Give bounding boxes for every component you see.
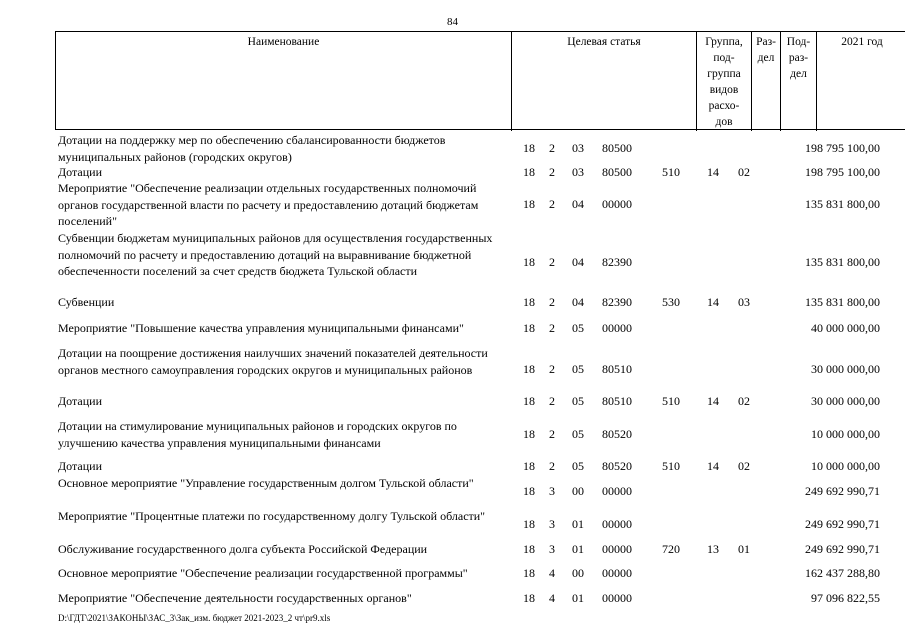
amount-2021: 10 000 000,00 <box>811 427 880 441</box>
target-code-direction: 00000 <box>602 484 632 498</box>
row-name: Субвенции бюджетам муниципальных районов для осуществления государственных полномочий по расчету и предоставлению дотаций на выравнивание бюджетной обеспеченности поселений за счет средств бюджета Тульской области <box>58 231 493 278</box>
target-code-subprogram: 2 <box>549 362 555 376</box>
amount-2021: 30 000 000,00 <box>811 394 880 408</box>
expense-group: 510 <box>662 459 680 473</box>
expense-group: 510 <box>662 394 680 408</box>
page-number: 84 <box>447 16 458 28</box>
target-code-program: 18 <box>523 459 535 473</box>
subsection-code: 01 <box>738 542 750 556</box>
subsection-code: 02 <box>738 459 750 473</box>
target-code-event: 01 <box>572 591 584 605</box>
target-code-subprogram: 3 <box>549 517 555 531</box>
amount-2021: 40 000 000,00 <box>811 321 880 335</box>
target-code-program: 18 <box>523 591 535 605</box>
amount-2021: 135 831 800,00 <box>805 197 880 211</box>
file-path-footer: D:\ГДТ\2021\ЗАКОНЫ\ЗАС_3\Зак_изм. бюджет 2021-2023_2 чт\pr9.xls <box>58 613 331 623</box>
row-name: Дотации на стимулирование муниципальных районов и городских округов по улучшению качества управления муниципальными финансами <box>58 419 457 450</box>
amount-2021: 249 692 990,71 <box>805 484 880 498</box>
target-code-direction: 00000 <box>602 542 632 556</box>
target-code-program: 18 <box>523 427 535 441</box>
section-code: 13 <box>707 542 719 556</box>
amount-2021: 97 096 822,55 <box>811 591 880 605</box>
amount-2021: 135 831 800,00 <box>805 295 880 309</box>
header-subsection: Под-раз-дел <box>781 32 817 131</box>
target-code-direction: 00000 <box>602 197 632 211</box>
target-code-program: 18 <box>523 321 535 335</box>
target-code-event: 05 <box>572 427 584 441</box>
target-code-direction: 00000 <box>602 591 632 605</box>
target-code-program: 18 <box>523 197 535 211</box>
target-code-program: 18 <box>523 141 535 155</box>
row-name: Основное мероприятие "Обеспечение реализации государственной программы" <box>58 566 468 580</box>
target-code-program: 18 <box>523 542 535 556</box>
target-code-subprogram: 2 <box>549 427 555 441</box>
row-name: Мероприятие "Процентные платежи по государственному долгу Тульской области" <box>58 509 486 523</box>
target-code-subprogram: 3 <box>549 484 555 498</box>
section-code: 14 <box>707 459 719 473</box>
target-code-program: 18 <box>523 165 535 179</box>
header-year: 2021 год <box>841 36 883 48</box>
target-code-program: 18 <box>523 295 535 309</box>
amount-2021: 162 437 288,80 <box>805 566 880 580</box>
target-code-subprogram: 3 <box>549 542 555 556</box>
amount-2021: 135 831 800,00 <box>805 255 880 269</box>
target-code-event: 03 <box>572 165 584 179</box>
row-name: Мероприятие "Повышение качества управления муниципальными финансами" <box>58 321 464 335</box>
target-code-event: 04 <box>572 295 584 309</box>
row-name: Основное мероприятие "Управление государственным долгом Тульской области" <box>58 476 474 490</box>
target-code-subprogram: 2 <box>549 321 555 335</box>
header-section: Раз-дел <box>752 32 781 131</box>
target-code-direction: 80520 <box>602 459 632 473</box>
section-code: 14 <box>707 295 719 309</box>
expense-group: 530 <box>662 295 680 309</box>
target-code-program: 18 <box>523 394 535 408</box>
target-code-subprogram: 2 <box>549 141 555 155</box>
row-name: Дотации <box>58 459 103 473</box>
amount-2021: 30 000 000,00 <box>811 362 880 376</box>
target-code-direction: 00000 <box>602 321 632 335</box>
target-code-event: 05 <box>572 459 584 473</box>
subsection-code: 02 <box>738 394 750 408</box>
target-code-subprogram: 2 <box>549 255 555 269</box>
target-code-subprogram: 2 <box>549 394 555 408</box>
target-code-event: 00 <box>572 484 584 498</box>
target-code-event: 03 <box>572 141 584 155</box>
target-code-program: 18 <box>523 517 535 531</box>
header-name: Наименование <box>56 32 512 131</box>
target-code-event: 05 <box>572 394 584 408</box>
target-code-subprogram: 2 <box>549 459 555 473</box>
row-name: Обслуживание государственного долга субъекта Российской Федерации <box>58 542 428 556</box>
target-code-direction: 00000 <box>602 566 632 580</box>
target-code-direction: 80510 <box>602 362 632 376</box>
target-code-direction: 82390 <box>602 255 632 269</box>
target-code-direction: 80520 <box>602 427 632 441</box>
row-name: Мероприятие "Обеспечение деятельности государственных органов" <box>58 591 412 605</box>
header-group: Группа, под-группа видов расхо-дов <box>697 32 752 131</box>
subsection-code: 03 <box>738 295 750 309</box>
target-code-subprogram: 4 <box>549 566 555 580</box>
target-code-event: 00 <box>572 566 584 580</box>
target-code-direction: 00000 <box>602 517 632 531</box>
target-code-subprogram: 4 <box>549 591 555 605</box>
expense-group: 720 <box>662 542 680 556</box>
target-code-event: 01 <box>572 542 584 556</box>
target-code-event: 04 <box>572 197 584 211</box>
row-name: Дотации на поощрение достижения наилучших значений показателей деятельности органов местного самоуправления городских округов и муниципальных районов <box>58 346 488 377</box>
section-code: 14 <box>707 394 719 408</box>
target-code-event: 01 <box>572 517 584 531</box>
amount-2021: 198 795 100,00 <box>805 141 880 155</box>
target-code-program: 18 <box>523 566 535 580</box>
row-name: Мероприятие "Обеспечение реализации отдельных государственных полномочий органов государственной власти по расчету и предоставлению дотаций бюджетам поселений" <box>58 181 479 228</box>
target-code-program: 18 <box>523 484 535 498</box>
target-code-subprogram: 2 <box>549 295 555 309</box>
target-code-direction: 82390 <box>602 295 632 309</box>
row-name: Дотации <box>58 394 103 408</box>
amount-2021: 249 692 990,71 <box>805 517 880 531</box>
header-target: Целевая статья <box>512 32 697 131</box>
expense-group: 510 <box>662 165 680 179</box>
target-code-event: 05 <box>572 321 584 335</box>
target-code-event: 04 <box>572 255 584 269</box>
target-code-direction: 80500 <box>602 165 632 179</box>
subsection-code: 02 <box>738 165 750 179</box>
target-code-subprogram: 2 <box>549 197 555 211</box>
section-code: 14 <box>707 165 719 179</box>
target-code-subprogram: 2 <box>549 165 555 179</box>
row-name: Дотации <box>58 165 103 179</box>
amount-2021: 249 692 990,71 <box>805 542 880 556</box>
target-code-direction: 80500 <box>602 141 632 155</box>
amount-2021: 10 000 000,00 <box>811 459 880 473</box>
target-code-direction: 80510 <box>602 394 632 408</box>
target-code-event: 05 <box>572 362 584 376</box>
target-code-program: 18 <box>523 255 535 269</box>
target-code-program: 18 <box>523 362 535 376</box>
amount-2021: 198 795 100,00 <box>805 165 880 179</box>
row-name: Дотации на поддержку мер по обеспечению сбалансированности бюджетов муниципальных районов (городских округов) <box>58 133 446 164</box>
row-name: Субвенции <box>58 295 115 309</box>
